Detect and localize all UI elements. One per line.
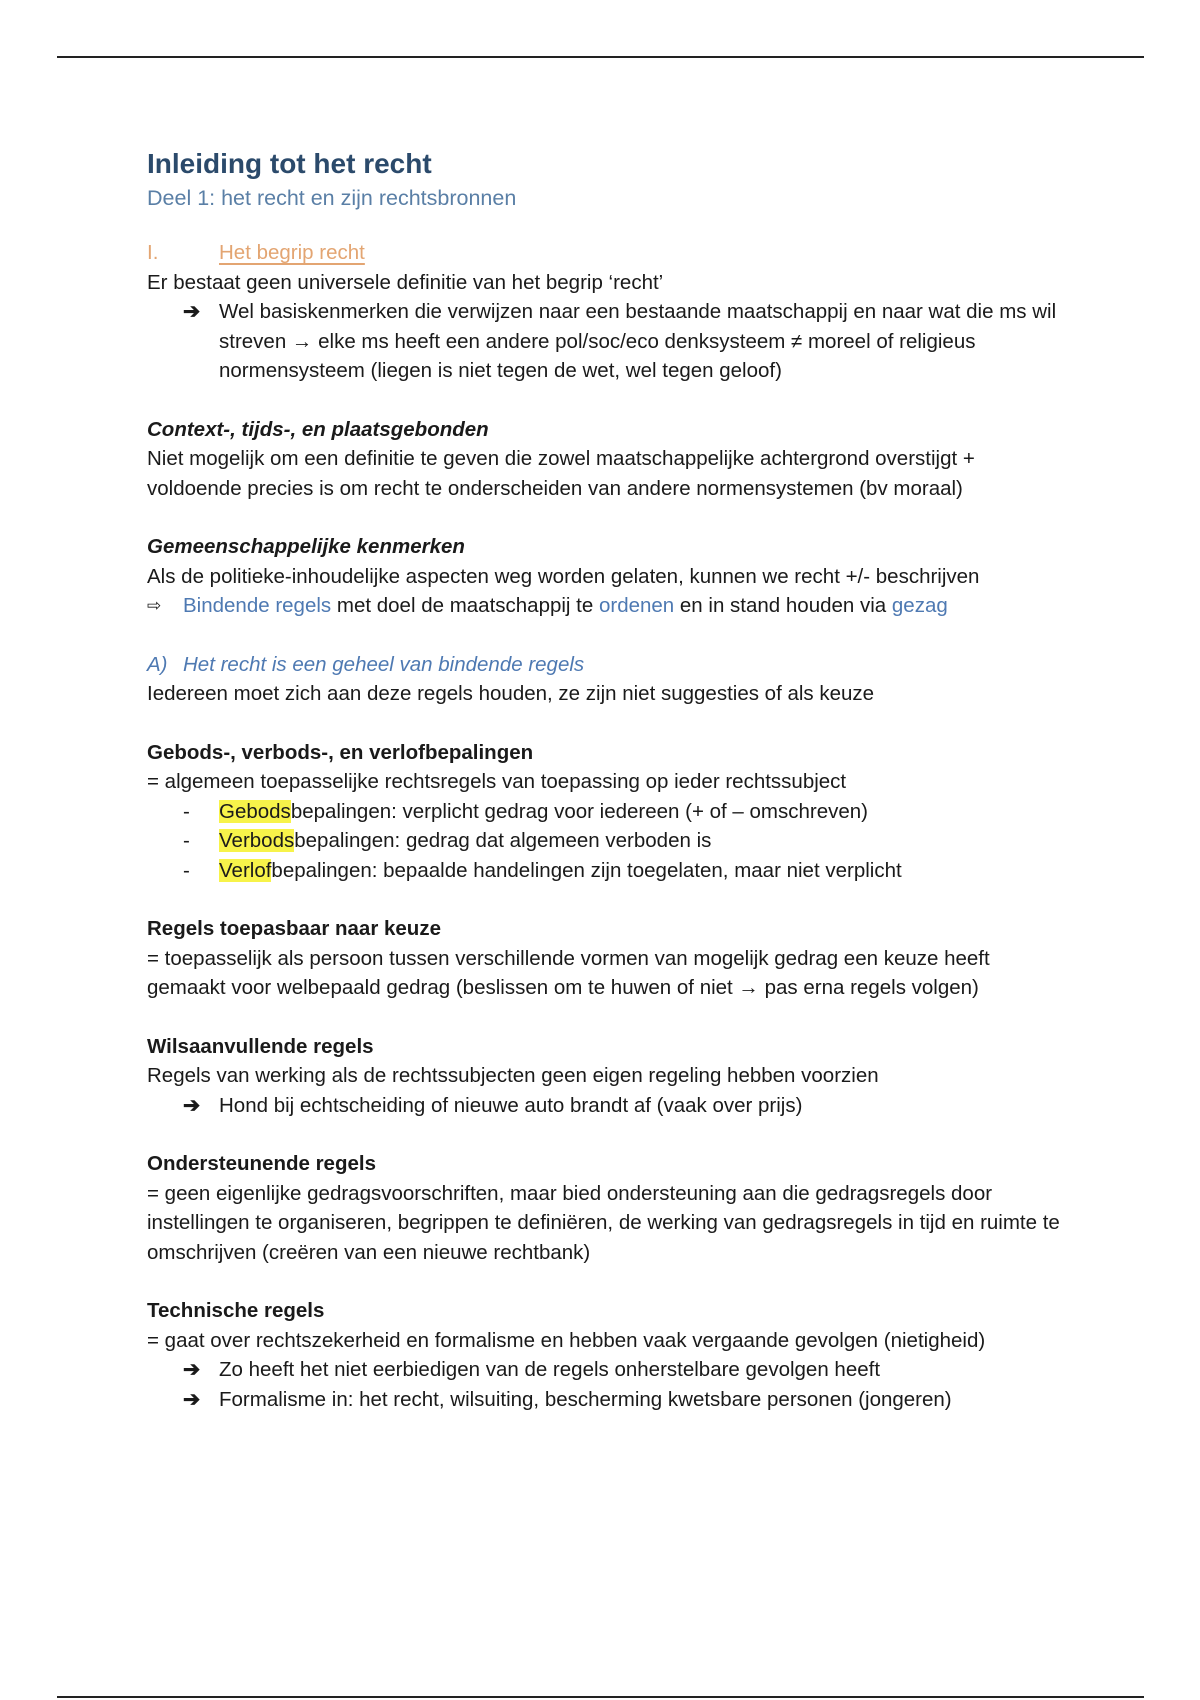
dash-bullet: - [183, 799, 190, 823]
document-body [147, 146, 1067, 1414]
keuze-body: = toepasselijk als persoon tussen verschillende vormen van mogelijk gedrag een keuze heeft gemaakt voor welbepaald gedrag (beslissen om te huwen of niet → pas erna regels volgen) [147, 946, 990, 999]
arrow-icon: ➔ [183, 1358, 201, 1381]
arrow-icon: ➔ [183, 300, 201, 323]
list-item [147, 856, 1067, 886]
wils-body: Regels van werking als de rechtssubjecten geen eigen regeling hebben voorzien [147, 1064, 879, 1087]
part-a-title: Het recht is een geheel van bindende regels [183, 652, 585, 676]
section-number: I. [147, 241, 159, 264]
onder-body: = geen eigenlijke gedragsvoorschriften, maar bied ondersteuning aan die gedragsregels door instellingen te organiseren, begrippen te definiëren, de werking van gedragsregels in tijd en ruimte te omschrijven (creëren van een nieuwe rechtbank) [147, 1181, 1060, 1264]
summary-text-2: en in stand houden via [674, 594, 892, 617]
context-body: Niet mogelijk om een definitie te geven die zowel maatschappelijke achtergrond overstijgt + voldoende precies is om recht te onderscheiden van andere normensystemen (bv moraal) [147, 447, 975, 500]
intro-text: Er bestaat geen universele definitie van het begrip ‘recht’ [147, 270, 664, 294]
common-body: Als de politieke-inhoudelijke aspecten weg worden gelaten, kunnen we recht +/- beschrijven [147, 564, 980, 588]
document-subtitle: Deel 1: het recht en zijn rechtsbronnen [147, 186, 517, 210]
header-rule [57, 56, 1144, 58]
wils-bullet-text: Hond bij echtscheiding of nieuwe auto brandt af (vaak over prijs) [219, 1093, 803, 1117]
footer-rule [57, 1696, 1144, 1698]
part-a-heading [147, 650, 1067, 680]
context-heading: Context-, tijds-, en plaatsgebonden [147, 417, 489, 441]
list-item-rest: bepalingen: bepaalde handelingen zijn toegelaten, maar niet verplicht [271, 858, 902, 882]
summary-text-1: met doel de maatschappij te [331, 594, 599, 617]
list-item-text [219, 856, 902, 886]
tech-bullet-text: Formalisme in: het recht, wilsuiting, bescherming kwetsbare personen (jongeren) [219, 1387, 952, 1411]
dash-bullet: - [183, 829, 190, 852]
keuze-heading: Regels toepasbaar naar keuze [147, 917, 441, 940]
hollow-arrow-icon: ⇨ [147, 596, 162, 615]
list-item [147, 826, 1067, 856]
part-a-label: A) [147, 652, 168, 676]
term-bindende-regels: Bindende regels [183, 594, 332, 617]
document-title: Inleiding tot het recht [147, 148, 432, 179]
tech-bullet [147, 1355, 1067, 1385]
common-summary-text [183, 591, 948, 621]
intro-bullet-text: Wel basiskenmerken die verwijzen naar een bestaande maatschappij en naar wat die ms wil streven → elke ms heeft een andere pol/soc/eco denksysteem ≠ moreel of religieus normensysteem (liegen is niet tegen de wet, wel tegen geloof) [219, 300, 1057, 382]
gebods-body: = algemeen toepasselijke rechtsregels van toepassing op ieder rechtssubject [147, 770, 847, 793]
tech-bullet-text: Zo heeft het niet eerbiedigen van de regels onherstelbare gevolgen heeft [219, 1358, 881, 1381]
list-item-rest: bepalingen: gedrag dat algemeen verboden is [294, 829, 712, 852]
highlighted-term: Verlof [219, 858, 272, 882]
gebods-heading: Gebods-, verbods-, en verlofbepalingen [147, 740, 534, 764]
dash-bullet: - [183, 858, 190, 882]
highlighted-term: Gebods [219, 799, 291, 823]
intro-bullet [147, 297, 1067, 386]
arrow-icon: ➔ [183, 1387, 201, 1411]
list-item-text [219, 826, 711, 856]
list-item-text [219, 797, 868, 827]
common-heading: Gemeenschappelijke kenmerken [147, 535, 465, 558]
section-heading [147, 238, 1067, 268]
term-ordenen: ordenen [598, 594, 675, 617]
common-summary [147, 591, 1067, 621]
arrow-icon: ➔ [183, 1093, 201, 1117]
tech-body: = gaat over rechtszekerheid en formalisme en hebben vaak vergaande gevolgen (nietigheid) [147, 1328, 986, 1352]
wils-bullet [147, 1091, 1067, 1121]
part-a-body: Iedereen moet zich aan deze regels houden, ze zijn niet suggesties of als keuze [147, 682, 875, 705]
tech-bullet [147, 1385, 1067, 1415]
list-item [147, 797, 1067, 827]
section-title: Het begrip recht [219, 241, 365, 264]
list-item-rest: bepalingen: verplicht gedrag voor iedereen (+ of – omschreven) [290, 799, 869, 823]
highlighted-term: Verbods [219, 829, 295, 852]
tech-heading: Technische regels [147, 1299, 325, 1322]
wils-heading: Wilsaanvullende regels [147, 1034, 374, 1058]
onder-heading: Ondersteunende regels [147, 1152, 376, 1175]
term-gezag: gezag [891, 594, 948, 617]
